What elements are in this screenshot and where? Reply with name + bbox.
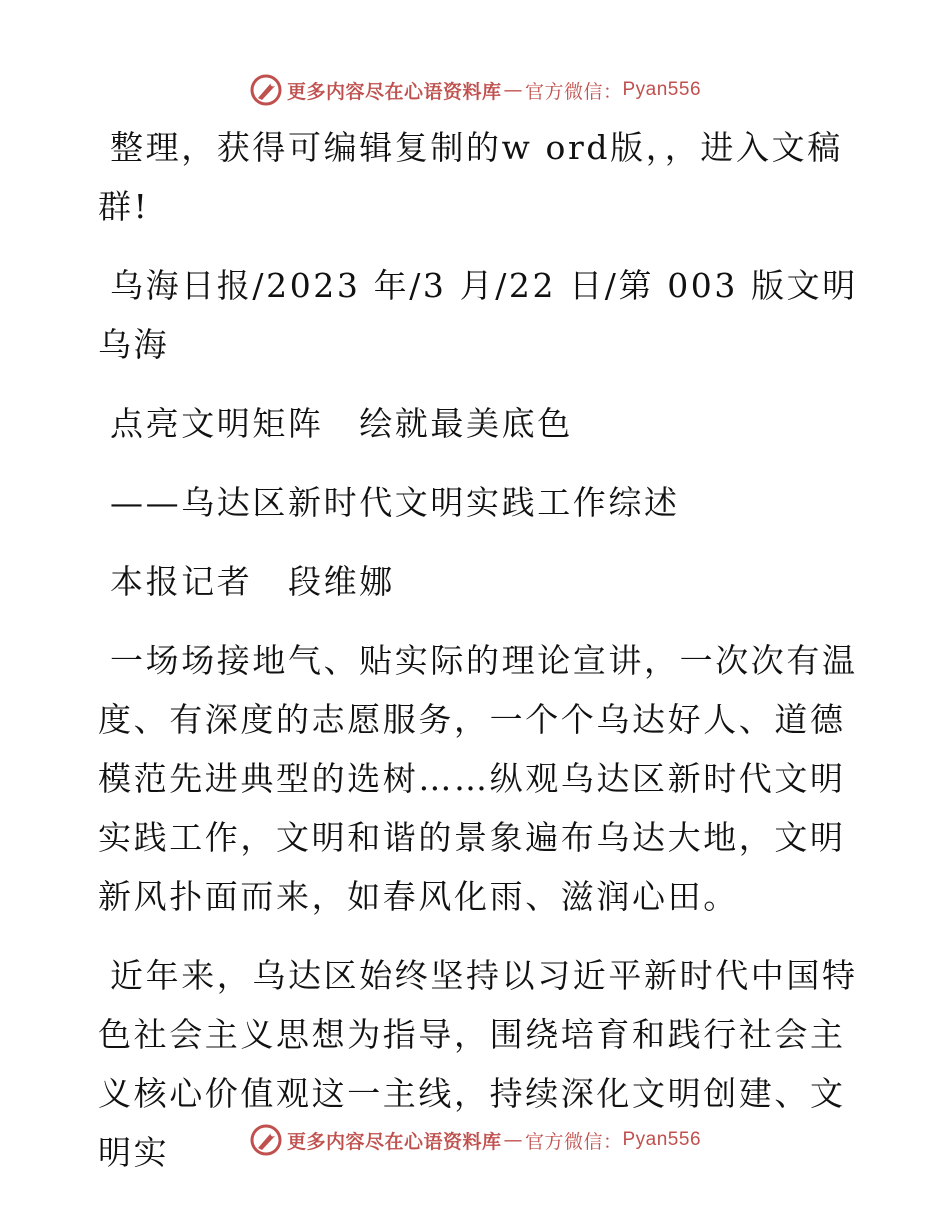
- watermark-wechat-label: 官方微信：: [524, 1130, 623, 1153]
- article-subtitle: ——乌达区新时代文明实践工作综述: [110, 483, 680, 522]
- watermark-main-text: 更多内容尽在心语资料库: [286, 1130, 502, 1153]
- article-title: 点亮文明矩阵 绘就最美底色: [110, 404, 573, 443]
- footer-watermark: [0, 1120, 950, 1160]
- watermark-wechat-id: Pyan556: [622, 1129, 702, 1150]
- byline: 本报记者 段维娜: [110, 562, 395, 601]
- pen-logo-icon: [249, 73, 283, 107]
- watermark-main-text: 更多内容尽在心语资料库: [286, 80, 502, 103]
- intro-note: 整理，获得可编辑复制的w ord版，，进入文稿群!: [98, 128, 843, 226]
- body-paragraph: 一场场接地气、贴实际的理论宣讲，一次次有温度、有深度的志愿服务，一个个乌达好人、道德模范先进典型的选树……纵观乌达区新时代文明实践工作，文明和谐的景象遍布乌达大地，文明新风扑面而来，如春风化雨、滋润心田。: [98, 641, 858, 916]
- pen-logo-icon: [249, 1123, 283, 1157]
- watermark-wechat-id: Pyan556: [622, 79, 702, 100]
- header-watermark: [0, 70, 950, 110]
- body-paragraph: 近年来，乌达区始终坚持以习近平新时代中国特色社会主义思想为指导，围绕培育和践行社会主义核心价值观这一主线，持续深化文明创建、文明实: [98, 956, 858, 1172]
- document-body: [98, 118, 858, 1202]
- source-line: 乌海日报/2023 年/3 月/22 日/第 003 版文明乌海: [98, 266, 858, 364]
- watermark-wechat-label: 官方微信：: [524, 80, 623, 103]
- watermark-separator: —: [503, 79, 523, 101]
- watermark-separator: —: [503, 1129, 523, 1151]
